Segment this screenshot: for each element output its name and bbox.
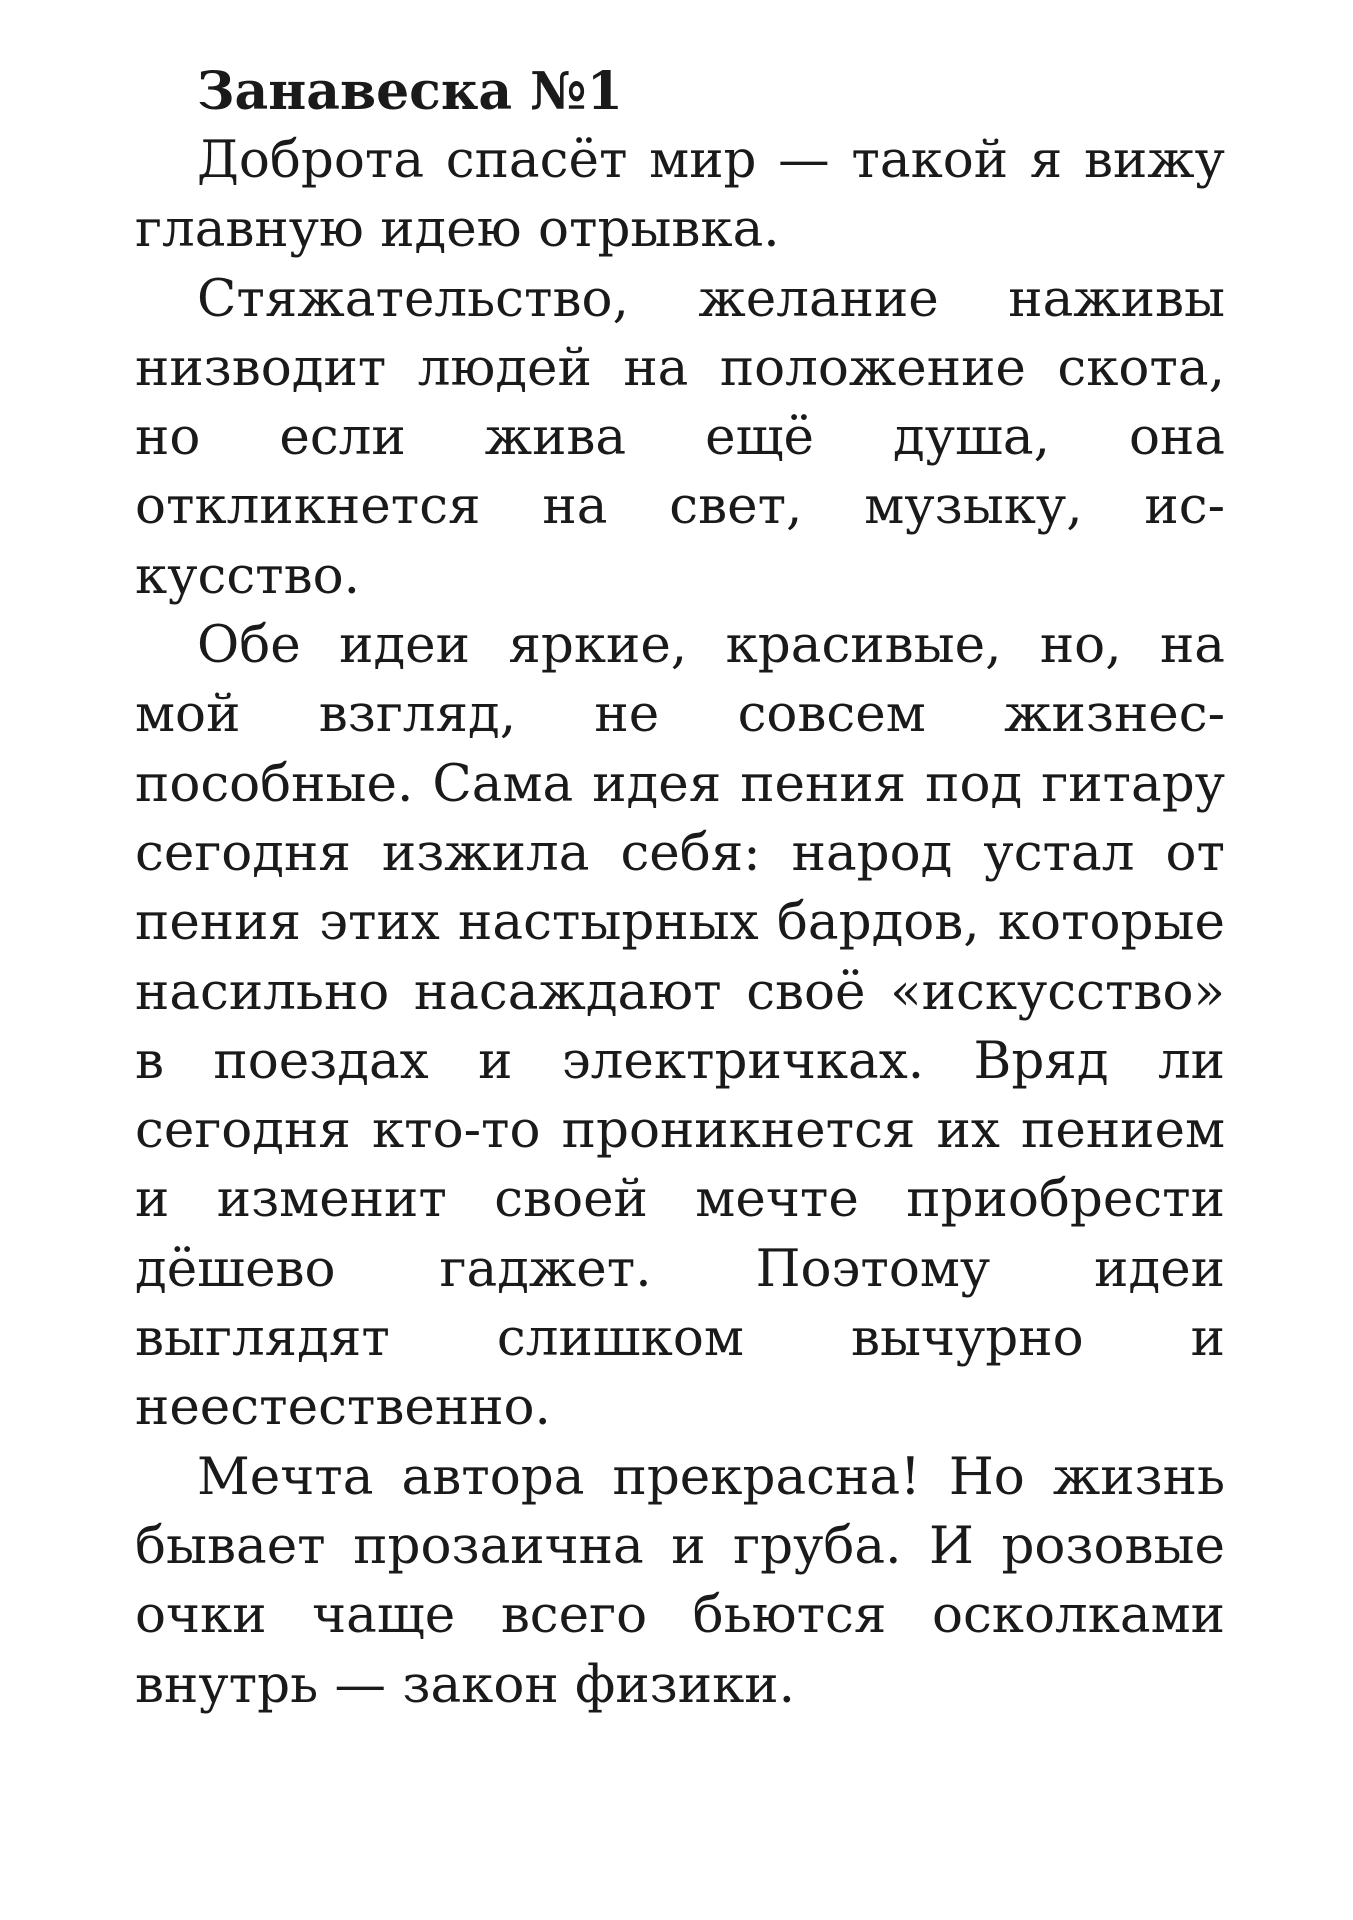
paragraph-2: Стяжательство, желание наживы низводит людей на положение скота, но если жива ещё душа, она откликнется на свет, музыку, искусство.	[135, 268, 1225, 606]
document-page	[135, 58, 1225, 1720]
paragraph-1: Доброта спасёт мир — такой я вижу главную идею отрывка.	[135, 130, 1225, 260]
section-heading: Занавеска №1	[197, 61, 623, 122]
paragraph-4: Мечта автора прекрасна! Но жизнь бывает прозаична и груба. И розовые очки чаще всего бьются осколками внутрь — закон физики.	[135, 1446, 1225, 1715]
paragraph-3: Обе идеи яркие, красивые, но, на мой взгляд, не совсем жизнеспособные. Сама идея пения под гитару сегодня изжила себя: народ устал от пения этих настырных бардов, которые насильно насаждают своё «искусство» в поездах и электричках. Вряд ли сегодня кто-то проникнется их пением и изменит своей мечте приобрести дёшево гаджет. Поэтому идеи выглядят слишком вычурно и неестественно.	[135, 615, 1225, 1438]
